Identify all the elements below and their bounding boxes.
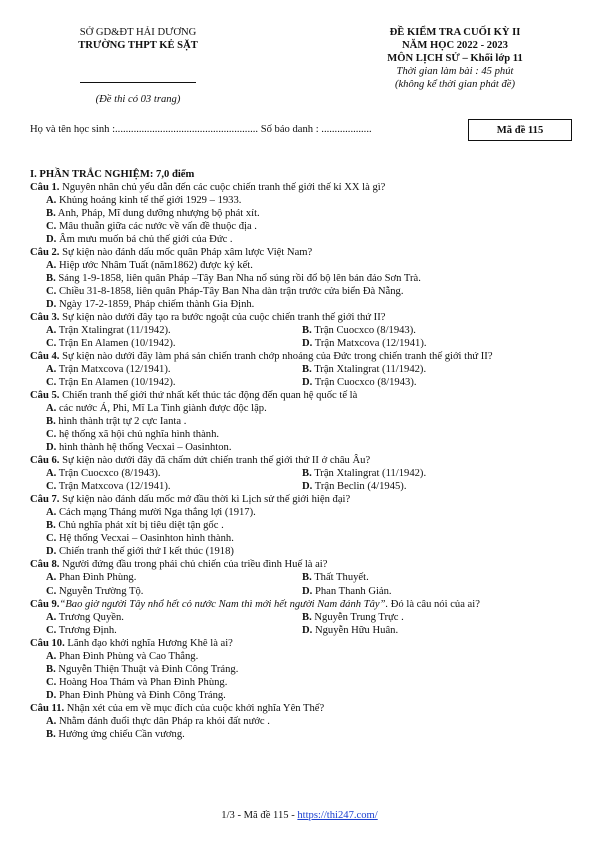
question-number: Câu 7.	[30, 494, 60, 506]
option-letter: C.	[46, 338, 57, 350]
question-3	[30, 311, 578, 324]
option-text: Trận Matxcova (12/1941).	[314, 338, 427, 350]
page-footer	[0, 810, 599, 821]
option-text: Ngày 17-2-1859, Pháp chiếm thành Gia Định.	[58, 299, 255, 311]
answer-option	[30, 519, 578, 532]
answer-option	[30, 728, 578, 741]
answer-option	[30, 233, 578, 246]
question-number: Câu 4.	[30, 351, 60, 363]
option-letter: C.	[46, 221, 57, 233]
option-letter: C.	[46, 624, 57, 636]
option-letter: A.	[46, 507, 57, 519]
option-letter: D.	[46, 546, 57, 558]
footer-link[interactable]: https://thi247.com/	[297, 810, 378, 821]
option-text: Khủng hoảng kinh tế thế giới 1929 – 1933.	[58, 195, 242, 207]
question-text: Nhận xét của em về mục đích của cuộc khởi nghĩa Yên Thế?	[64, 702, 325, 714]
answer-row	[30, 571, 578, 584]
section-title: I. PHẦN TRẮC NGHIỆM: 7,0 điểm	[30, 169, 195, 180]
question-text: Sự kiện nào dưới đây làm phá sản chiến tranh chớp nhoáng của Đức trong chiến tranh thế giới thứ II?	[59, 351, 493, 363]
answer-option	[30, 532, 578, 545]
question-2	[30, 246, 578, 259]
answer-option	[302, 571, 558, 584]
option-letter: C.	[46, 377, 57, 389]
answer-option	[302, 480, 558, 493]
option-text: Chủ nghĩa phát xít bị tiêu diệt tận gốc .	[58, 520, 224, 532]
answer-option	[30, 676, 578, 689]
option-text: hệ thống xã hội chủ nghĩa hình thành.	[58, 429, 220, 441]
answer-option	[302, 324, 558, 337]
question-number: Câu 11.	[30, 702, 65, 714]
question-5	[30, 389, 578, 402]
question-number: Câu 3.	[30, 312, 60, 324]
answer-row	[30, 324, 578, 337]
question-number: Câu 6.	[30, 455, 60, 467]
question-number: Câu 9.	[30, 598, 60, 610]
option-text: Nguyễn Hữu Huân.	[314, 624, 399, 636]
option-letter: C.	[46, 533, 57, 545]
question-quote: “Bao giờ người Tây nhổ hết cỏ nước Nam thì mới hết người Nam đánh Tây”.	[59, 598, 389, 610]
answer-row	[30, 376, 578, 389]
question-number: Câu 10.	[30, 637, 65, 649]
option-text: Nguyễn Thiện Thuật và Đinh Công Tráng.	[58, 663, 239, 675]
exam-body	[30, 168, 578, 741]
option-text: Trương Định.	[58, 624, 117, 636]
option-text: Phan Thanh Giản.	[314, 585, 392, 597]
answer-option	[30, 415, 578, 428]
answer-option	[30, 689, 578, 702]
answer-option	[302, 467, 558, 480]
answer-option	[46, 611, 302, 624]
option-text: Sáng 1-9-1858, liên quân Pháp –Tây Ban Nha nổ súng rồi đổ bộ lên bán đảo Sơn Trà.	[58, 273, 421, 285]
question-number: Câu 8.	[30, 559, 60, 571]
option-letter: B.	[302, 611, 312, 623]
answer-option	[30, 545, 578, 558]
option-letter: D.	[302, 585, 313, 597]
option-letter: C.	[46, 585, 57, 597]
question-number: Câu 2.	[30, 247, 60, 259]
exam-title: ĐỀ KIỂM TRA CUỐI KỲ II	[389, 27, 521, 38]
option-text: Trận En Alamen (10/1942).	[58, 338, 176, 350]
answer-option	[46, 571, 302, 584]
option-text: Mâu thuẫn giữa các nước về vấn đề thuộc địa .	[58, 221, 257, 233]
answer-option	[46, 480, 302, 493]
answer-option	[30, 715, 578, 728]
answer-option	[30, 272, 578, 285]
option-letter: A.	[46, 468, 57, 480]
question-text: Nguyên nhân chủ yếu dẫn đến các cuộc chiến tranh thế giới thế kỉ XX là gì?	[59, 182, 386, 194]
option-letter: B.	[302, 364, 312, 376]
question-11	[30, 702, 578, 715]
school-year: NĂM HỌC 2022 - 2023	[402, 40, 508, 51]
answer-row	[30, 337, 578, 350]
answer-option	[30, 663, 578, 676]
option-text: Trận Xtalingrat (11/1942).	[314, 468, 427, 480]
option-text: Chiều 31-8-1858, liên quân Pháp-Tây Ban Nha dàn trận trước cửa biển Đà Nẵng.	[58, 286, 404, 298]
option-letter: B.	[46, 520, 56, 532]
option-text: Nguyễn Trường Tộ.	[58, 585, 144, 597]
answer-option	[30, 650, 578, 663]
option-text: Hệ thống Vecxai – Oasinhton hình thành.	[58, 533, 234, 545]
option-text: Cách mạng Tháng mười Nga thắng lợi (1917).	[58, 507, 256, 519]
answer-option	[46, 337, 302, 350]
option-text: Nguyễn Trung Trực .	[314, 611, 404, 623]
question-text: Sự kiện nào đánh dấu mốc quân Pháp xâm lược Việt Nam?	[59, 247, 313, 259]
school-name: TRƯỜNG THPT KẺ SẶT	[78, 40, 198, 51]
school-header	[38, 26, 238, 106]
option-text: Trận Matxcova (12/1941).	[58, 364, 171, 376]
answer-option	[46, 376, 302, 389]
option-letter: A.	[46, 195, 57, 207]
option-text: Chiến tranh thế giới thứ I kết thúc (1918)	[58, 546, 234, 558]
option-text: Hoàng Hoa Thám và Phan Đình Phùng.	[58, 676, 228, 688]
option-letter: D.	[302, 624, 313, 636]
option-letter: C.	[46, 286, 57, 298]
answer-option	[302, 363, 558, 376]
option-text: Trận Matxcova (12/1941).	[58, 481, 171, 493]
option-letter: B.	[46, 273, 56, 285]
question-4	[30, 350, 578, 363]
option-letter: A.	[46, 650, 57, 662]
option-text: Phan Đình Phùng.	[58, 572, 137, 584]
answer-option	[302, 585, 558, 598]
footer-text: 1/3 - Mã đề 115 -	[221, 810, 298, 821]
option-text: hình thành hệ thống Vecxai – Oasinhton.	[58, 442, 232, 454]
option-letter: C.	[46, 429, 57, 441]
option-letter: D.	[46, 442, 57, 454]
option-text: Trận Cuocxco (8/1943).	[314, 377, 417, 389]
question-number: Câu 1.	[30, 182, 60, 194]
option-text: Phan Đình Phùng và Cao Thắng.	[58, 650, 199, 662]
exam-header	[336, 26, 574, 91]
option-letter: A.	[46, 715, 57, 727]
option-letter: A.	[46, 611, 57, 623]
header-divider	[80, 82, 196, 83]
option-text: Trận Beclin (4/1945).	[314, 481, 407, 493]
time-limit: Thời gian làm bài : 45 phút	[396, 66, 514, 77]
option-letter: A.	[46, 364, 57, 376]
option-text: Hưởng ứng chiếu Cần vương.	[58, 728, 185, 740]
answer-row	[30, 585, 578, 598]
time-note: (không kể thời gian phát đề)	[394, 79, 516, 90]
option-text: Trận En Alamen (10/1942).	[58, 377, 176, 389]
option-letter: B.	[302, 468, 312, 480]
option-letter: D.	[46, 689, 57, 701]
answer-row	[30, 624, 578, 637]
option-letter: D.	[302, 377, 313, 389]
option-letter: A.	[46, 325, 57, 337]
option-letter: B.	[46, 663, 56, 675]
option-text: Anh, Pháp, Mĩ dung dưỡng nhượng bộ phát xít.	[57, 208, 260, 220]
option-text: hình thành trật tự 2 cực Ianta .	[58, 416, 187, 428]
option-text: Nhằm đánh đuổi thực dân Pháp ra khỏi đất nước .	[58, 715, 270, 727]
question-text: Sự kiện nào đánh dấu mốc mở đầu thời kì Lịch sử thế giới hiện đại?	[59, 494, 351, 506]
subject-line: MÔN LỊCH SỬ – Khối lớp 11	[387, 53, 523, 64]
answer-option	[302, 337, 558, 350]
option-letter: A.	[46, 572, 57, 584]
answer-option	[30, 298, 578, 311]
answer-row	[30, 611, 578, 624]
answer-option	[30, 194, 578, 207]
answer-option	[46, 624, 302, 637]
option-letter: D.	[302, 481, 313, 493]
option-letter: B.	[302, 325, 312, 337]
answer-option	[302, 611, 558, 624]
answer-option	[30, 285, 578, 298]
answer-option	[46, 363, 302, 376]
option-text: Trận Cuocxco (8/1943).	[314, 325, 416, 337]
option-letter: D.	[302, 338, 313, 350]
student-info-line: Họ và tên học sinh :...................................................... Số báo danh : ...................	[30, 124, 372, 135]
answer-row	[30, 480, 578, 493]
option-text: Trận Xtalingrat (11/1942).	[314, 364, 427, 376]
question-1	[30, 181, 578, 194]
option-text: Âm mưu muốn bá chủ thế giới của Đức .	[58, 234, 233, 246]
answer-option	[46, 324, 302, 337]
option-letter: B.	[46, 208, 56, 220]
option-text: Trận Cuocxco (8/1943).	[58, 468, 161, 480]
option-text: Trương Quyền.	[58, 611, 124, 623]
question-7	[30, 493, 578, 506]
answer-option	[30, 506, 578, 519]
answer-row	[30, 363, 578, 376]
exam-code-box: Mã đề 115	[468, 119, 572, 141]
answer-option	[30, 259, 578, 272]
question-9	[30, 598, 578, 611]
pages-note: (Đề thi có 03 trang)	[95, 94, 181, 105]
option-letter: B.	[302, 572, 312, 584]
question-6	[30, 454, 578, 467]
question-number: Câu 5.	[30, 390, 60, 402]
answer-option	[46, 467, 302, 480]
question-text: Chiến tranh thế giới thứ nhất kết thúc tác động đến quan hệ quốc tế là	[59, 390, 358, 402]
option-letter: A.	[46, 403, 57, 415]
option-text: các nước Á, Phi, Mĩ La Tinh giành được độc lập.	[58, 403, 267, 415]
question-8	[30, 558, 578, 571]
question-text: Người đứng đầu trong phái chủ chiến của triều đình Huế là ai?	[59, 559, 328, 571]
option-text: Trận Xtalingrat (11/1942).	[58, 325, 171, 337]
option-letter: A.	[46, 260, 57, 272]
option-text: Hiệp ước Nhâm Tuất (năm1862) được ký kết.	[58, 260, 253, 272]
question-text: Sự kiện nào dưới đây tạo ra bước ngoặt của cuộc chiến tranh thế giới thứ II?	[59, 312, 386, 324]
option-text: Thất Thuyết.	[314, 572, 369, 584]
answer-option	[30, 220, 578, 233]
question-text: Lãnh đạo khởi nghĩa Hương Khê là ai?	[64, 637, 233, 649]
question-10	[30, 637, 578, 650]
question-text: Đó là câu nói của ai?	[388, 598, 480, 610]
question-text: Sự kiện nào dưới đây đã chấm dứt chiến tranh thế giới thứ II ở châu Âu?	[59, 455, 371, 467]
answer-option	[302, 376, 558, 389]
answer-option	[30, 441, 578, 454]
option-letter: C.	[46, 481, 57, 493]
answer-option	[302, 624, 558, 637]
option-letter: C.	[46, 676, 57, 688]
answer-row	[30, 467, 578, 480]
answer-option	[30, 207, 578, 220]
department-name: SỞ GD&ĐT HẢI DƯƠNG	[79, 27, 197, 38]
option-letter: B.	[46, 728, 56, 740]
option-letter: D.	[46, 299, 57, 311]
answer-option	[46, 585, 302, 598]
answer-option	[30, 402, 578, 415]
answer-option	[30, 428, 578, 441]
option-letter: D.	[46, 234, 57, 246]
option-letter: B.	[46, 416, 56, 428]
option-text: Phan Đình Phùng và Đinh Công Tráng.	[58, 689, 226, 701]
